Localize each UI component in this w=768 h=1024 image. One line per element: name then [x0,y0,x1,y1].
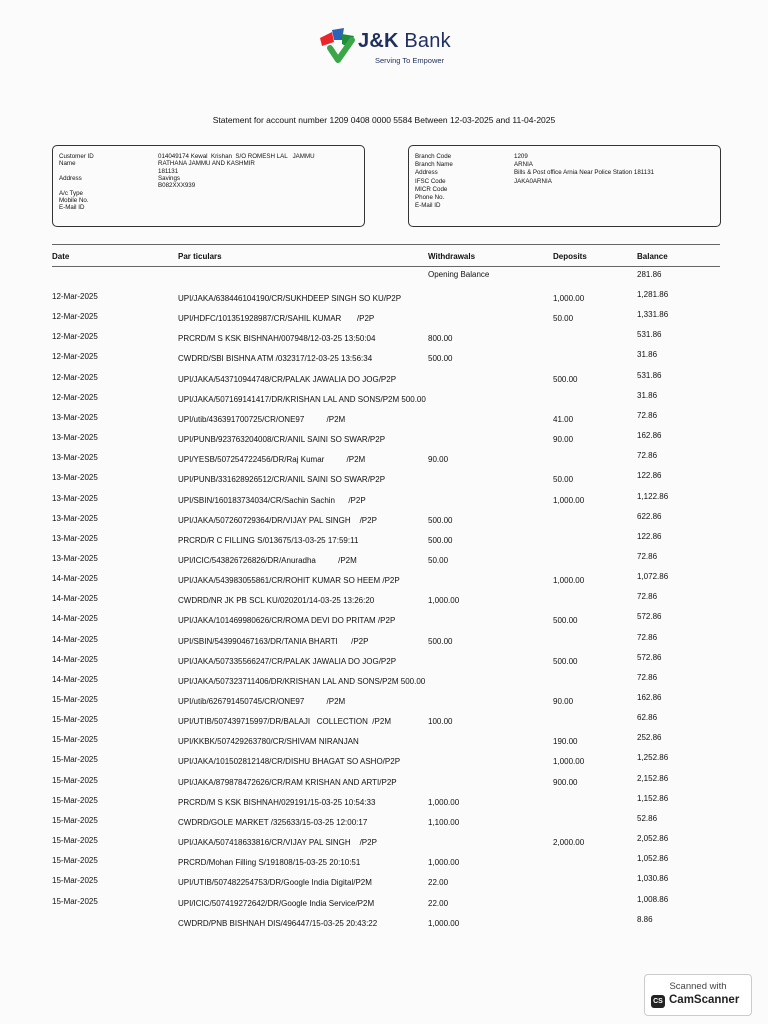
row-particulars: UPI/ICIC/543826726826/DR/Anuradha /P2M [178,555,357,565]
row-withdrawal: 1,000.00 [428,596,460,606]
row-particulars: UPI/JAKA/638446104190/CR/SUKHDEEP SINGH SO KU/P2P [178,294,402,303]
row-balance: 2,152.86 [637,773,669,783]
row-balance: 572.86 [637,652,662,662]
row-withdrawal: 22.00 [428,898,449,908]
col-header-particulars: Par ticulars [178,252,222,261]
statement-title: Statement for account number 1209 0408 0000 5584 Between 12-03-2025 and 11-04-2025 [212,115,556,125]
branch-info-box [408,145,721,227]
bank-logo [318,28,458,76]
row-balance: 72.86 [637,410,658,420]
row-withdrawal: 500.00 [428,354,453,364]
row-deposit: 1,000.00 [553,576,585,586]
row-deposit: 50.00 [553,475,574,485]
row-balance: 162.86 [637,431,662,441]
row-deposit: 90.00 [553,435,574,445]
row-particulars: UPI/SBIN/160183734034/CR/Sachin Sachin /P2P [178,495,366,505]
row-balance: 72.86 [637,451,658,461]
bank-tagline: Serving To Empower [375,56,445,65]
row-deposit: 900.00 [553,777,578,787]
row-date: 13-Mar-2025 [52,513,98,523]
row-date: 14-Mar-2025 [52,674,98,684]
col-header-withdrawals: Withdrawals [428,252,476,261]
row-withdrawal: 1,000.00 [428,858,460,868]
row-balance: 72.86 [637,592,658,602]
row-particulars: UPI/JAKA/543710944748/CR/PALAK JAWALIA DO JOG/P2P [178,374,397,384]
row-deposit: 1,000.00 [553,294,585,303]
row-particulars: UPI/PUNB/923763204008/CR/ANIL SAINI SO SWAR/P2P [178,435,386,445]
row-date: 13-Mar-2025 [52,493,98,503]
row-date: 15-Mar-2025 [52,795,98,805]
row-balance: 162.86 [637,693,662,702]
row-particulars: UPI/utib/436391700725/CR/ONE97 /P2M [178,414,346,424]
row-particulars: PRCRD/Mohan Filling S/191808/15-03-25 20:10:51 [178,858,361,868]
bank-name: J&K Bank [358,30,451,52]
row-date: 14-Mar-2025 [52,594,98,604]
row-particulars: UPI/JAKA/879878472626/CR/RAM KRISHAN AND ARTI/P2P [178,777,397,787]
row-withdrawal: 50.00 [428,555,449,565]
row-particulars: PRCRD/M S KSK BISHNAH/007948/12-03-25 13:50:04 [178,334,376,344]
row-particulars: UPI/YESB/507254722456/DR/Raj Kumar /P2M [178,455,366,465]
camscanner-logo-icon: CS [651,995,665,1008]
row-particulars: UPI/JAKA/543983055861/CR/ROHIT KUMAR SO HEEM /P2P [178,576,400,586]
row-balance: 52.86 [637,813,658,823]
row-balance: 622.86 [637,511,662,521]
row-particulars: UPI/ICIC/507419272642/DR/Google India Service/P2M [178,898,375,908]
row-date: 15-Mar-2025 [52,715,98,725]
row-particulars: UPI/JAKA/507418633816/CR/VIJAY PAL SINGH /P2P [178,838,377,848]
row-date: 15-Mar-2025 [52,836,98,846]
row-date: 13-Mar-2025 [52,533,98,543]
row-date: 14-Mar-2025 [52,634,98,644]
row-particulars: CWDRD/GOLE MARKET /325633/15-03-25 12:00:17 [178,817,368,827]
row-balance: 1,281.86 [637,290,669,299]
row-withdrawal: 500.00 [428,636,453,646]
row-date: 15-Mar-2025 [52,735,98,745]
row-balance: 252.86 [637,733,662,743]
branch-values: 1209 ARNIA Bills & Post office Arnia Near Police Station 181131 JAKA0ARNIA [514,153,655,185]
row-balance: 1,331.86 [637,310,669,320]
row-withdrawal: 500.00 [428,515,453,525]
row-particulars: UPI/UTIB/507482254753/DR/Google India Digital/P2M [178,878,372,888]
scanned-with-label: Scanned with [669,981,727,992]
row-balance: 531.86 [637,330,662,340]
row-particulars: PRCRD/M S KSK BISHNAH/029191/15-03-25 10:54:33 [178,797,376,807]
row-deposit: 90.00 [553,697,574,706]
row-withdrawal: 500.00 [428,535,453,545]
row-balance: 72.86 [637,551,658,561]
row-withdrawal: 100.00 [428,717,453,727]
row-particulars: UPI/JAKA/507323711406/DR/KRISHAN LAL AND SONS/P2M 500.00 [178,676,426,686]
row-withdrawal: 1,000.00 [428,797,460,807]
row-particulars: UPI/SBIN/543990467163/DR/TANIA BHARTI /P2P [178,636,369,646]
row-date: 14-Mar-2025 [52,614,98,624]
row-date: 13-Mar-2025 [52,433,98,443]
row-withdrawal: 1,000.00 [428,918,460,928]
row-deposit: 2,000.00 [553,838,585,848]
row-withdrawal: 90.00 [428,455,449,465]
row-date: 12-Mar-2025 [52,392,98,402]
row-date: 15-Mar-2025 [52,695,98,704]
row-withdrawal: 22.00 [428,878,449,888]
row-balance: 62.86 [637,713,658,723]
row-particulars: UPI/PUNB/331628926512/CR/ANIL SAINI SO SWAR/P2P [178,475,386,485]
row-deposit: 50.00 [553,314,574,324]
row-particulars: CWDRD/SBI BISHNA ATM /032317/12-03-25 13:56:34 [178,354,373,364]
row-date: 12-Mar-2025 [52,292,98,301]
row-balance: 1,152.86 [637,793,669,803]
row-particulars: UPI/HDFC/101351928987/CR/SAHIL KUMAR /P2P [178,314,375,324]
row-balance: 1,030.86 [637,874,669,884]
row-deposit: 41.00 [553,414,574,424]
row-balance: 1,008.86 [637,894,669,904]
customer-values: 014049174 Kewal Krishan S/O ROMESH LAL JAMMU RATHANA JAMMU AND KASHMIR 181131 Savings B082XXX939 [158,153,315,190]
table-header-top-rule [52,244,720,245]
row-balance: 1,252.86 [637,753,669,763]
row-balance: 8.86 [637,914,653,924]
row-particulars: UPI/JAKA/507169141417/DR/KRISHAN LAL AND SONS/P2M 500.00 [178,394,426,404]
camscanner-label: CamScanner [669,994,740,1006]
row-balance: 72.86 [637,632,658,642]
row-deposit: 500.00 [553,656,578,666]
row-balance: 122.86 [637,531,662,541]
row-particulars: PRCRD/R C FILLING S/013675/13-03-25 17:59:11 [178,535,359,545]
row-date: 15-Mar-2025 [52,896,98,906]
row-balance: 122.86 [637,471,662,481]
row-date: 13-Mar-2025 [52,553,98,563]
row-date: 13-Mar-2025 [52,453,98,463]
row-date: 12-Mar-2025 [52,352,98,362]
row-particulars: UPI/JAKA/507260729364/DR/VIJAY PAL SINGH /P2P [178,515,377,525]
opening-balance-label: Opening Balance [428,270,490,279]
row-balance: 572.86 [637,612,662,622]
row-withdrawal: 800.00 [428,334,453,344]
row-particulars: UPI/JAKA/101469980626/CR/ROMA DEVI DO PRITAM /P2P [178,616,396,626]
row-deposit: 190.00 [553,737,578,747]
row-date: 15-Mar-2025 [52,876,98,886]
customer-info-box [52,145,365,227]
row-particulars: UPI/KKBK/507429263780/CR/SHIVAM NIRANJAN [178,737,359,747]
table-header-bottom-rule [52,266,720,267]
row-date: 15-Mar-2025 [52,755,98,765]
row-deposit: 1,000.00 [553,495,585,505]
customer-labels: Customer ID Name Address A/c Type Mobile No. E-Mail ID [59,153,94,212]
row-balance: 2,052.86 [637,834,669,844]
col-header-date: Date [52,252,70,261]
row-balance: 31.86 [637,350,658,360]
row-balance: 531.86 [637,370,662,380]
camscanner-badge [644,974,752,1016]
row-deposit: 1,000.00 [553,757,585,767]
row-balance: 1,072.86 [637,572,669,582]
row-particulars: UPI/utib/626791450745/CR/ONE97 /P2M [178,697,346,706]
row-date: 12-Mar-2025 [52,332,98,342]
row-deposit: 500.00 [553,616,578,626]
row-date: 15-Mar-2025 [52,815,98,825]
jk-bank-emblem-icon [318,28,358,70]
row-date: 12-Mar-2025 [52,312,98,322]
row-date: 14-Mar-2025 [52,574,98,584]
row-date: 13-Mar-2025 [52,412,98,422]
row-balance: 1,052.86 [637,854,669,864]
row-date: 15-Mar-2025 [52,856,98,866]
row-balance: 31.86 [637,390,658,400]
row-particulars: UPI/UTIB/507439715997/DR/BALAJI COLLECTION /P2M [178,717,391,727]
row-balance: 72.86 [637,672,658,682]
row-deposit: 500.00 [553,374,578,384]
row-particulars: CWDRD/NR JK PB SCL KU/020201/14-03-25 13:26:20 [178,596,375,606]
row-balance: 1,122.86 [637,491,669,501]
row-particulars: UPI/JAKA/507335566247/CR/PALAK JAWALIA DO JOG/P2P [178,656,397,666]
row-date: 13-Mar-2025 [52,473,98,483]
opening-balance-value: 281.86 [637,270,662,279]
row-date: 14-Mar-2025 [52,654,98,664]
col-header-deposits: Deposits [553,252,587,261]
row-date: 12-Mar-2025 [52,372,98,382]
col-header-balance: Balance [637,252,668,261]
row-withdrawal: 1,100.00 [428,817,460,827]
row-particulars: CWDRD/PNB BISHNAH DIS/496447/15-03-25 20:43:22 [178,918,378,928]
row-particulars: UPI/JAKA/101502812148/CR/DISHU BHAGAT SO ASHO/P2P [178,757,401,767]
branch-labels: Branch Code Branch Name Address IFSC Code MICR Code Phone No. E-Mail ID [415,153,453,210]
row-date: 15-Mar-2025 [52,775,98,785]
